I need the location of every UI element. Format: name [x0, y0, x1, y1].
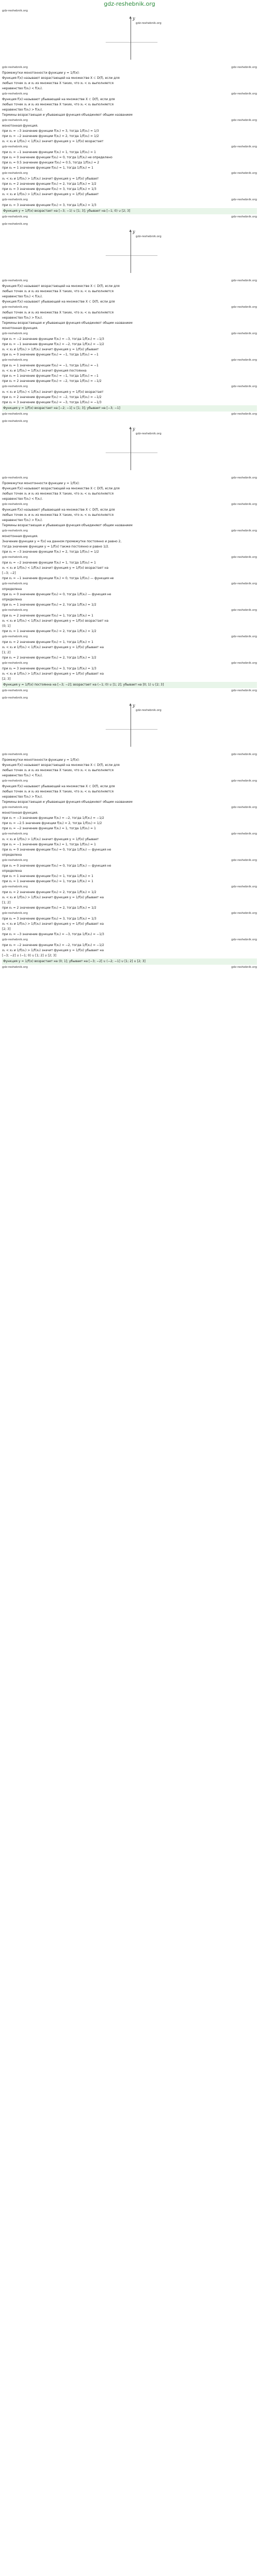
solution-line: неравенство f(x₁) > f(x₂).: [2, 316, 43, 320]
watermark: gdz-reshebnik.org: [2, 609, 28, 612]
watermark-row: [2, 278, 257, 284]
watermark-row: [2, 197, 257, 203]
watermark-row: [2, 752, 257, 758]
solution-line: x₁ < x₂ и 1/f(x₁) < 1/f(x₂) значит функция y = 1/f(x) возрастает на: [2, 566, 109, 570]
solution-line: Термины возрастающая и убывающая функция объединяют общим названием: [2, 800, 133, 804]
solution-line: Промежутки монотонности функции y = 1/f(x):: [2, 758, 80, 762]
watermark-row: [2, 805, 257, 811]
watermark: gdz-reshebnik.org: [2, 966, 28, 969]
solution-line: при x₁ = 1 значение функции f(x₁) = 2, тогда 1/f(x₁) = 1/2: [2, 629, 96, 633]
watermark: gdz-reshebnik.org: [2, 476, 28, 479]
watermark: gdz-reshebnik.org: [231, 938, 257, 941]
watermark-row: [2, 608, 257, 613]
function-graph: [2, 16, 257, 63]
watermark-row: [2, 695, 257, 701]
watermark: gdz-reshebnik.org: [231, 215, 257, 218]
watermark-row: [2, 555, 257, 560]
solution-line: неравенство f(x₁) < f(x₂).: [2, 295, 43, 298]
watermark: gdz-reshebnik.org: [2, 582, 28, 585]
solution-line: [2; 3]: [2, 927, 11, 931]
solution-line: неравенство f(x₁) < f(x₂).: [2, 87, 43, 90]
solution-line: при x₂ = 2 значение функции f(x₂) = 2, тогда 1/f(x₂) = 1/2: [2, 890, 96, 894]
solution-line: любых точек x₁ и x₂ из множества X таких, что x₁ < x₂ выполняется: [2, 790, 114, 793]
solution-line: Промежутки монотонности функции y = 1/f(x):: [2, 71, 80, 75]
watermark: gdz-reshebnik.org: [2, 119, 28, 122]
solution-line: при x₁ = −1 значение функции f(x₁) = 0, тогда 1/f(x₁) — функция не: [2, 577, 114, 580]
solution-line: при x₁ = −3 значение функции f(x₁) = 2, тогда 1/f(x₁) = 1/2: [2, 550, 99, 554]
task-section: [2, 695, 257, 970]
watermark-row: [2, 502, 257, 508]
solution-line: при x₂ = −2.5 значение функции f(x₂) = 2, тогда 1/f(x₂) = 1/2: [2, 821, 102, 825]
solution-line: Термины возрастающая и убывающая функция объединяют общим названием: [2, 113, 133, 117]
solution-line: x₁ < x₂ и 1/f(x₁) > 1/f(x₂) значит функция y = 1/f(x) убывает на: [2, 896, 104, 899]
solution-line: монотонная функция.: [2, 326, 38, 330]
task-section: [2, 419, 257, 694]
solution-line: [1; 2]: [2, 901, 11, 905]
watermark-row: [2, 634, 257, 640]
watermark: gdz-reshebnik.org: [2, 689, 28, 692]
watermark: gdz-reshebnik.org: [231, 635, 257, 638]
solution-line: x₁ < x₂ и 1/f(x₁) < 1/f(x₂) значит функция y = 1/f(x) возрастает на: [2, 619, 109, 623]
function-graph: [2, 703, 257, 750]
watermark: gdz-reshebnik.org: [136, 22, 162, 25]
solution-line: при x₂ = 3 значение функции f(x₂) = 3, тогда 1/f(x₂) = 1/3: [2, 187, 96, 191]
solution-line: при x₂ = 1 значение функции f(x₂) = −1, тогда 1/f(x₂) = −1: [2, 364, 99, 367]
solution-line: Промежутки монотонности функции y = 1/f(x):: [2, 482, 80, 485]
watermark-row: [2, 118, 257, 124]
watermark: gdz-reshebnik.org: [2, 279, 28, 282]
solution-line: Функция f(x) называют убывающей на множестве X ⊂ D(f), если для: [2, 300, 115, 304]
solution-line: [2; 3]: [2, 677, 11, 681]
solution-line: тогда значение функции y = 1/f(x) также постоянно и равно 1/2.: [2, 545, 109, 549]
solution-line: при x₂ = 0 значение функции f(x₂) = 0, тогда 1/f(x₂) не определено: [2, 156, 112, 159]
solution-line: монотонная функция.: [2, 811, 38, 815]
solution-line: определена: [2, 587, 22, 591]
solution-line: любых точек x₁ и x₂ из множества X таких, что x₁ < x₂ выполняется: [2, 290, 114, 293]
watermark: gdz-reshebnik.org: [231, 753, 257, 756]
y-axis-label: y: [133, 16, 135, 21]
watermark-row: [2, 528, 257, 534]
solution-line: при x₁ = 0 значение функции f(x₁) = −1, тогда 1/f(x₁) = −1: [2, 353, 99, 357]
watermark: gdz-reshebnik.org: [231, 662, 257, 665]
solution-line: неравенство f(x₁) > f(x₂).: [2, 518, 43, 522]
watermark: gdz-reshebnik.org: [231, 689, 257, 692]
solution-line: при x₁ = −2 значение функции f(x₁) = −3, тогда 1/f(x₁) = −1/3: [2, 337, 104, 341]
watermark: gdz-reshebnik.org: [231, 385, 257, 388]
watermark: gdz-reshebnik.org: [2, 172, 28, 175]
solution-line: [1; 2]: [2, 651, 11, 654]
watermark: gdz-reshebnik.org: [2, 779, 28, 783]
watermark: gdz-reshebnik.org: [231, 859, 257, 862]
watermark: gdz-reshebnik.org: [231, 92, 257, 95]
y-axis-label: y: [133, 229, 135, 234]
watermark: gdz-reshebnik.org: [231, 582, 257, 585]
watermark: gdz-reshebnik.org: [231, 172, 257, 175]
watermark-row: [2, 965, 257, 970]
solution-line: при x₁ = −3 значение функции f(x₁) = −3, тогда 1/f(x₁) = −1/3: [2, 933, 104, 936]
solution-line: любых точек x₁ и x₂ из множества X таких, что x₁ < x₂ выполняется: [2, 492, 114, 496]
solution-line: x₁ < x₂ и 1/f(x₁) > 1/f(x₂) значит функция y = 1/f(x) убывает: [2, 348, 99, 351]
solution-line: при x₁ = 3 значение функции f(x₁) = 3, тогда 1/f(x₁) = 1/3: [2, 203, 96, 207]
x-axis: [106, 42, 157, 43]
solution-line: определена: [2, 853, 22, 857]
site-header[interactable]: gdz-reshebnik.org: [104, 1, 155, 7]
solution-line: x₁ < x₂ и 1/f(x₁) > 1/f(x₂) значит функция y = 1/f(x) убывает на: [2, 922, 104, 926]
solution-line: Термины возрастающая и убывающая функция объединяют общим названием: [2, 524, 133, 527]
solution-line: при x₁ = 2 значение функции f(x₁) = 2, тогда 1/f(x₁) = 1/2: [2, 906, 96, 910]
solution-line: при x₂ = 2 значение функции f(x₂) = 1, тогда 1/f(x₂) = 1: [2, 640, 94, 644]
solution-line: при x₂ = 0 значение функции f(x₂) = 0, тогда 1/f(x₂) — функция не: [2, 848, 111, 852]
watermark-row: [2, 581, 257, 587]
watermark: gdz-reshebnik.org: [2, 332, 28, 335]
solution-line: при x₁ = 2 значение функции f(x₁) = 2, тогда 1/f(x₁) = 1/2: [2, 656, 96, 660]
solution-line: x₁ < x₂ и 1/f(x₁) < 1/f(x₂) значит функция y = 1/f(x) возрастает: [2, 390, 104, 394]
watermark: gdz-reshebnik.org: [231, 306, 257, 309]
answer-summary: Функция y = 1/f(x) возрастает на (0; 1]; убывает на [−3; −2] ∪ (−2; −1] ∪ [1; 2] ∪ [2; 3]: [2, 958, 257, 965]
y-axis-label: y: [133, 427, 135, 431]
arrow-up-icon: ▲: [129, 426, 132, 430]
solution-line: x₁ < x₂ и 1/f(x₁) > 1/f(x₂) значит функция y = 1/f(x) убывает: [2, 838, 99, 841]
solution-line: при x₂ = 2 значение функции f(x₂) = −2, тогда 1/f(x₂) = −1/2: [2, 379, 102, 383]
watermark: gdz-reshebnik.org: [231, 503, 257, 506]
watermark: gdz-reshebnik.org: [2, 92, 28, 95]
watermark: gdz-reshebnik.org: [231, 413, 257, 416]
watermark: gdz-reshebnik.org: [231, 476, 257, 479]
solution-line: при x₁ = −1 значение функции f(x₁) = 1, тогда 1/f(x₁) = 1: [2, 150, 96, 154]
solution-line: определена: [2, 598, 22, 601]
solution-line: при x₁ = −3 значение функции f(x₁) = 3, тогда 1/f(x₁) = 1/3: [2, 129, 99, 133]
answer-summary: Функция y = 1/f(x) возрастает на [−2; −1] ∪ [1; 3]; убывает на [−3; −1]: [2, 405, 257, 412]
watermark: gdz-reshebnik.org: [2, 529, 28, 532]
watermark-row: [2, 911, 257, 916]
watermark: gdz-reshebnik.org: [2, 9, 28, 12]
solution-line: Функция f(x) называют возрастающей на множестве X ⊂ D(f), если для: [2, 284, 120, 288]
solution-line: Функция f(x) называют убывающей на множестве X ⊂ D(f), если для: [2, 98, 115, 101]
solution-line: любых точек x₁ и x₂ из множества X таких, что x₁ < x₂ выполняется: [2, 81, 114, 85]
watermark-row: [2, 65, 257, 71]
solution-line: при x₂ = 1 значение функции f(x₂) = 1, тогда 1/f(x₂) = 1: [2, 874, 94, 878]
arrow-up-icon: ▲: [129, 703, 132, 706]
task-section: [2, 8, 257, 220]
watermark-row: [2, 144, 257, 150]
watermark: gdz-reshebnik.org: [2, 503, 28, 506]
watermark: gdz-reshebnik.org: [231, 198, 257, 201]
watermark: gdz-reshebnik.org: [2, 145, 28, 148]
x-axis: [106, 729, 157, 730]
watermark: gdz-reshebnik.org: [231, 279, 257, 282]
watermark-row: [2, 419, 257, 424]
watermark: gdz-reshebnik.org: [2, 359, 28, 362]
watermark-row: [2, 384, 257, 390]
watermark: gdz-reshebnik.org: [231, 885, 257, 888]
solution-line: x₁ < x₂ и 1/f(x₁) > 1/f(x₂) значит функция y = 1/f(x) убывает: [2, 193, 99, 196]
watermark-row: [2, 661, 257, 666]
watermark: gdz-reshebnik.org: [231, 832, 257, 835]
watermark: gdz-reshebnik.org: [2, 938, 28, 941]
solution-line: x₁ < x₂ и 1/f(x₁) < 1/f(x₂) значит функция y = 1/f(x) возрастает: [2, 140, 104, 143]
watermark-row: [2, 171, 257, 176]
solution-line: при x₁ = 1 значение функции f(x₁) = 1, тогда 1/f(x₁) = 1: [2, 880, 94, 883]
solution-line: неравенство f(x₁) < f(x₂).: [2, 774, 43, 777]
watermark: gdz-reshebnik.org: [231, 966, 257, 969]
solution-line: при x₁ = −2 значение функции f(x₁) = 1, тогда 1/f(x₁) = 1: [2, 827, 96, 830]
solution-line: при x₂ = 1 значение функции f(x₂) = 1, тогда 1/f(x₂) = 1: [2, 166, 94, 170]
watermark: gdz-reshebnik.org: [2, 66, 28, 69]
solution-line: при x₁ = −1 значение функции f(x₁) = 1, тогда 1/f(x₁) = 1: [2, 843, 96, 846]
solution-line: [−3; −2] ∪ (−1; 0) ∪ [1; 2] ∪ [2; 3]: [2, 954, 56, 957]
watermark: gdz-reshebnik.org: [231, 609, 257, 612]
watermark: gdz-reshebnik.org: [2, 215, 28, 218]
solution-line: при x₁ = 1 значение функции f(x₁) = −1, тогда 1/f(x₁) = −1: [2, 374, 99, 378]
watermark: gdz-reshebnik.org: [2, 753, 28, 756]
solution-line: при x₂ = 3 значение функции f(x₂) = −3, тогда 1/f(x₂) = −1/3: [2, 401, 102, 404]
watermark: gdz-reshebnik.org: [231, 359, 257, 362]
answer-summary: Функция y = 1/f(x) возрастает на [−3; −1) ∪ [1; 3]; убывает на [−1; 0) ∪ [2; 3]: [2, 208, 257, 214]
solution-line: при x₁ = 1 значение функции f(x₁) = 2, тогда 1/f(x₁) = 1/2: [2, 603, 96, 607]
solution-line: при x₂ = −1 значение функции f(x₂) = −2, тогда 1/f(x₂) = −1/2: [2, 342, 104, 346]
solution-line: любых точек x₁ и x₂ из множества X таких, что x₁ < x₂ выполняется: [2, 103, 114, 106]
watermark-row: [2, 937, 257, 943]
watermark: gdz-reshebnik.org: [2, 885, 28, 888]
solution-line: x₁ < x₂ и 1/f(x₁) > 1/f(x₂) значит функция y = 1/f(x) убывает на: [2, 949, 104, 952]
solution-line: при x₂ = 0 значение функции f(x₂) = 0, тогда 1/f(x₂) — функция не: [2, 593, 111, 596]
watermark-row: [2, 305, 257, 310]
solution-line: при x₁ = −3 значение функции f(x₁) = −2, тогда 1/f(x₁) = −1/2: [2, 816, 104, 820]
function-graph: [2, 229, 257, 276]
solution-line: при x₂ = −2 значение функции f(x₂) = 1, тогда 1/f(x₂) = 1: [2, 561, 96, 565]
solution-line: при x₁ = 2 значение функции f(x₁) = 2, тогда 1/f(x₁) = 1/2: [2, 182, 96, 186]
watermark: gdz-reshebnik.org: [231, 332, 257, 335]
function-graph: [2, 427, 257, 473]
watermark: gdz-reshebnik.org: [2, 806, 28, 809]
solution-line: определена: [2, 869, 22, 873]
watermark-row: [2, 475, 257, 481]
watermark: gdz-reshebnik.org: [2, 696, 28, 700]
solution-line: любых точек x₁ и x₂ из множества X таких, что x₁ < x₂ выполняется: [2, 513, 114, 517]
solution-line: монотонная функция.: [2, 535, 38, 538]
watermark: gdz-reshebnik.org: [231, 912, 257, 915]
watermark-row: [2, 222, 257, 227]
watermark: gdz-reshebnik.org: [2, 635, 28, 638]
solution-line: (0; 1]: [2, 624, 11, 628]
watermark: gdz-reshebnik.org: [231, 806, 257, 809]
watermark-row: [2, 884, 257, 890]
solution-line: Значение функции y = f(x) на данном промежутке постоянно и равно 2,: [2, 540, 122, 543]
watermark: gdz-reshebnik.org: [2, 385, 28, 388]
watermark-row: [2, 358, 257, 363]
solution-line: при x₂ = −2 значение функции f(x₂) = 2, тогда 1/f(x₂) = 1/2: [2, 134, 99, 138]
watermark-row: [2, 91, 257, 97]
watermark-row: [2, 8, 257, 14]
watermark-row: [2, 412, 257, 417]
arrow-up-icon: ▲: [129, 16, 132, 19]
solution-content: [0, 8, 259, 970]
solution-line: любых точек x₁ и x₂ из множества X таких, что x₁ < x₂ выполняется: [2, 769, 114, 772]
watermark-row: [2, 331, 257, 337]
solution-line: Функция f(x) называют возрастающей на множестве X ⊂ D(f), если для: [2, 76, 120, 80]
solution-line: при x₂ = −2 значение функции f(x₂) = −2, тогда 1/f(x₂) = −1/2: [2, 943, 104, 947]
watermark-row: [2, 831, 257, 837]
solution-line: при x₁ = 0.5 значение функции f(x₁) = 0.5, тогда 1/f(x₁) = 2: [2, 161, 99, 165]
watermark: gdz-reshebnik.org: [2, 413, 28, 416]
watermark: gdz-reshebnik.org: [2, 420, 28, 423]
answer-summary: Функция y = 1/f(x) постоянна на [−3; −2]; возрастает на (−1; 0) ∪ [1; 2]; убывает на [0; 1) ∪ [2; 3]: [2, 682, 257, 688]
y-axis-label: y: [133, 703, 135, 708]
solution-line: x₁ < x₂ и 1/f(x₁) > 1/f(x₂) значит функция y = 1/f(x) убывает на: [2, 672, 104, 676]
solution-line: при x₂ = 3 значение функции f(x₂) = 3, тогда 1/f(x₂) = 1/3: [2, 667, 96, 670]
watermark-row: [2, 778, 257, 784]
solution-line: монотонная функция.: [2, 124, 38, 128]
watermark: gdz-reshebnik.org: [231, 556, 257, 559]
watermark: gdz-reshebnik.org: [136, 235, 162, 238]
watermark-row: [2, 688, 257, 694]
solution-line: при x₂ = 2 значение функции f(x₂) = 1, тогда 1/f(x₂) = 1: [2, 614, 94, 618]
watermark-row: [2, 214, 257, 220]
arrow-up-icon: ▲: [129, 229, 132, 232]
solution-line: Функция f(x) называют возрастающей на множестве X ⊂ D(f), если для: [2, 487, 120, 490]
watermark: gdz-reshebnik.org: [136, 709, 162, 712]
solution-line: x₁ < x₂ и 1/f(x₁) = 1/f(x₂) значит функция постоянна: [2, 369, 87, 373]
watermark: gdz-reshebnik.org: [2, 859, 28, 862]
solution-line: при x₁ = 0 значение функции f(x₁) = 0, тогда 1/f(x₁) — функция не: [2, 864, 111, 868]
watermark: gdz-reshebnik.org: [231, 145, 257, 148]
watermark: gdz-reshebnik.org: [2, 198, 28, 201]
watermark-row: [2, 858, 257, 864]
solution-line: Термины возрастающая и убывающая функция объединяют общим названием: [2, 321, 133, 325]
watermark: gdz-reshebnik.org: [2, 912, 28, 915]
watermark: gdz-reshebnik.org: [231, 119, 257, 122]
watermark: gdz-reshebnik.org: [231, 529, 257, 532]
solution-line: x₁ < x₂ и 1/f(x₁) > 1/f(x₂) значит функция y = 1/f(x) убывает: [2, 177, 99, 181]
solution-line: неравенство f(x₁) > f(x₂).: [2, 795, 43, 799]
solution-line: Функция f(x) называют возрастающей на множестве X ⊂ D(f), если для: [2, 763, 120, 767]
watermark: gdz-reshebnik.org: [231, 66, 257, 69]
watermark: gdz-reshebnik.org: [136, 432, 162, 435]
solution-line: Функция f(x) называют убывающей на множестве X ⊂ D(f), если для: [2, 785, 115, 788]
task-section: [2, 222, 257, 417]
x-axis: [106, 255, 157, 256]
solution-line: неравенство f(x₁) > f(x₂).: [2, 108, 43, 112]
watermark: gdz-reshebnik.org: [2, 306, 28, 309]
solution-line: при x₁ = 2 значение функции f(x₁) = −2, тогда 1/f(x₁) = −1/2: [2, 395, 102, 399]
solution-line: любых точек x₁ и x₂ из множества X таких, что x₁ < x₂ выполняется: [2, 311, 114, 314]
watermark: gdz-reshebnik.org: [2, 832, 28, 835]
watermark: gdz-reshebnik.org: [2, 556, 28, 559]
solution-line: [−3; −2]: [2, 571, 16, 575]
watermark: gdz-reshebnik.org: [231, 779, 257, 783]
solution-line: неравенство f(x₁) < f(x₂).: [2, 497, 43, 501]
solution-line: Функция f(x) называют убывающей на множестве X ⊂ D(f), если для: [2, 508, 115, 512]
watermark: gdz-reshebnik.org: [2, 662, 28, 665]
solution-line: при x₂ = 3 значение функции f(x₂) = 3, тогда 1/f(x₂) = 1/3: [2, 917, 96, 921]
watermark: gdz-reshebnik.org: [2, 223, 28, 226]
solution-line: x₁ < x₂ и 1/f(x₁) < 1/f(x₂) значит функция y = 1/f(x) убывает на: [2, 646, 104, 649]
